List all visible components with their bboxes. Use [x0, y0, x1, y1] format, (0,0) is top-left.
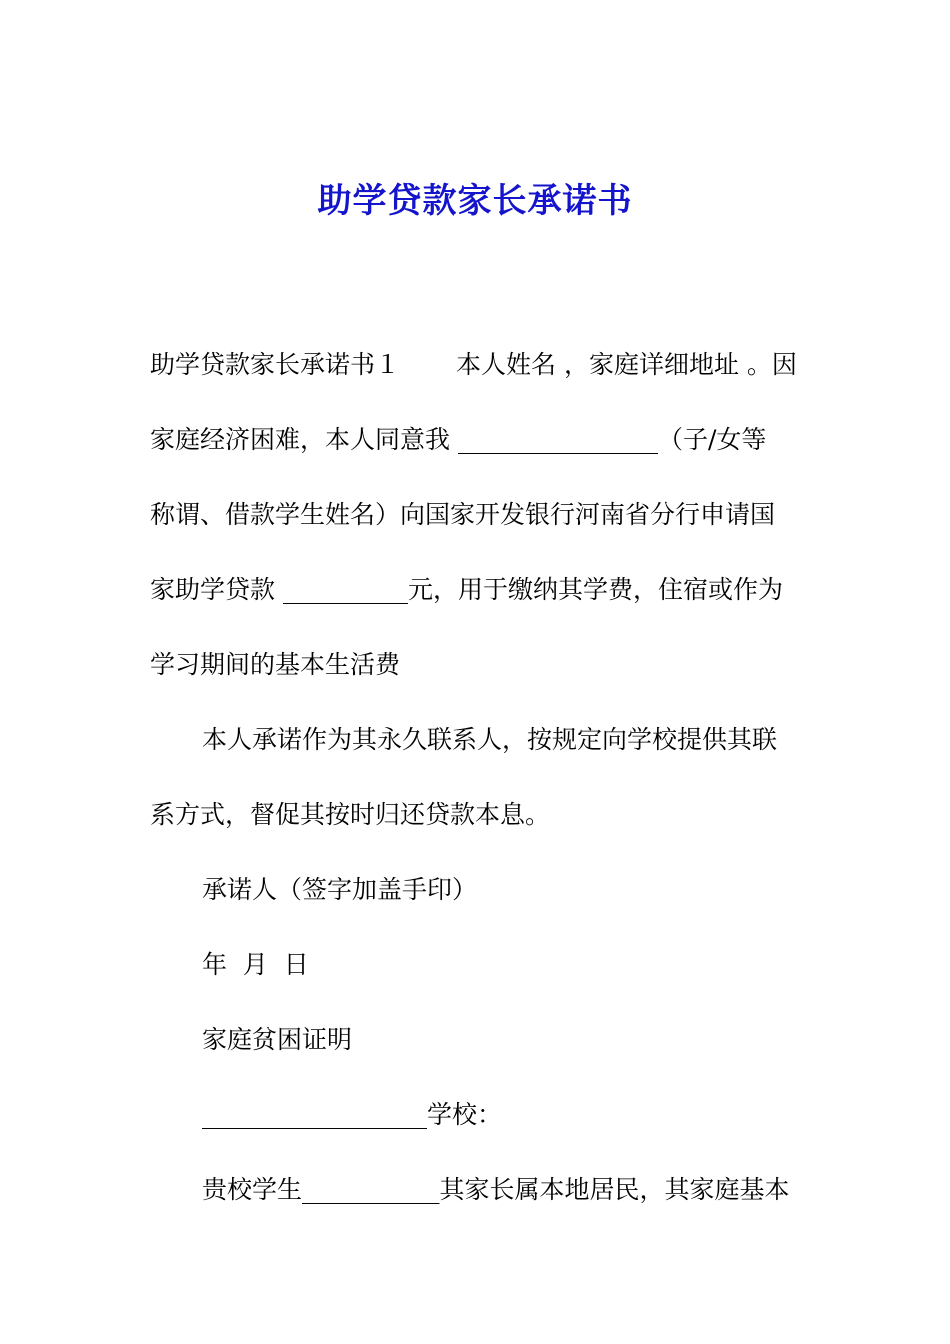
p2-line-1: 本人承诺作为其永久联系人，按规定向学校提供其联: [202, 725, 778, 754]
certificate-title: 家庭贫困证明: [202, 1025, 353, 1054]
signer-line: 承诺人（签字加盖手印）: [202, 875, 478, 904]
date-line: 年 月 日: [202, 950, 309, 979]
paragraph-1: [150, 327, 802, 702]
p1-line-4: 家助学贷款 __________元，用于缴纳其学费，住宿或作为: [150, 575, 783, 604]
student-line: 贵校学生___________其家长属本地居民，其家庭基本: [202, 1175, 790, 1204]
school-line: __________________学校：: [202, 1100, 503, 1129]
p1-line-3: 称谓、借款学生姓名）向国家开发银行河南省分行申请国: [150, 500, 776, 529]
p1-line-1-b: 本人姓名 ，家庭详细地址 。因: [456, 350, 797, 379]
p2-line-2: 系方式，督促其按时归还贷款本息。: [150, 800, 551, 829]
p1-line-1-a: 助学贷款家长承诺书１: [150, 350, 401, 379]
document-body: [150, 327, 802, 1227]
document-title: 助学贷款家长承诺书: [317, 181, 633, 221]
p1-line-1: [150, 350, 797, 379]
paragraph-2: [150, 702, 802, 852]
p1-line-5: 学习期间的基本生活费: [150, 650, 401, 679]
p1-line-2: 家庭经济困难，本人同意我 ________________（子/女等: [150, 425, 767, 454]
